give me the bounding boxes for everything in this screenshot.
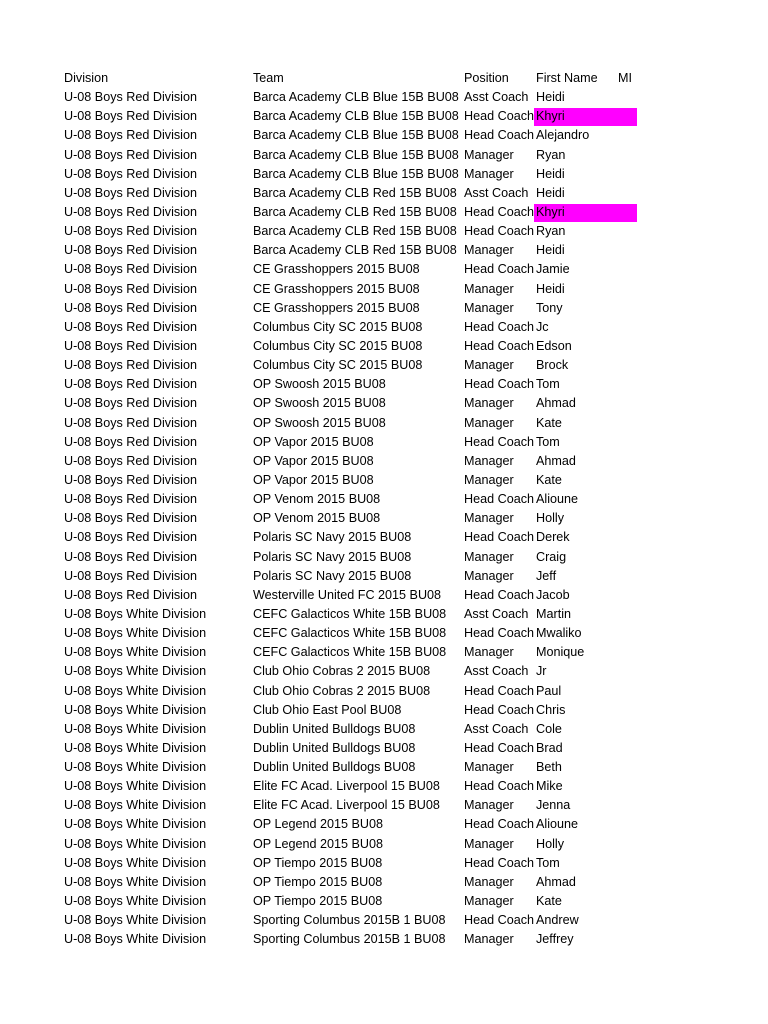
team-cell: OP Legend 2015 BU08 bbox=[253, 817, 384, 832]
first-name-cell: Tom bbox=[536, 434, 560, 449]
first-name-cell: Kate bbox=[536, 472, 562, 487]
table-row bbox=[0, 490, 768, 509]
table-row bbox=[0, 107, 768, 126]
position-cell: Head Coach bbox=[464, 262, 534, 277]
division-cell: U-08 Boys Red Division bbox=[64, 377, 197, 392]
first-name-cell: Kate bbox=[536, 415, 562, 430]
division-cell: U-08 Boys Red Division bbox=[64, 224, 197, 239]
position-cell: Manager bbox=[464, 798, 514, 813]
first-name-cell: Derek bbox=[536, 530, 570, 545]
table-row bbox=[0, 280, 768, 299]
position-cell: Asst Coach bbox=[464, 664, 529, 679]
table-row bbox=[0, 930, 768, 949]
team-cell: OP Vapor 2015 BU08 bbox=[253, 434, 374, 449]
position-cell: Head Coach bbox=[464, 377, 534, 392]
table-row bbox=[0, 260, 768, 279]
team-cell: CE Grasshoppers 2015 BU08 bbox=[253, 300, 420, 315]
table-row bbox=[0, 241, 768, 260]
table-row bbox=[0, 815, 768, 834]
division-cell: U-08 Boys Red Division bbox=[64, 434, 197, 449]
division-cell: U-08 Boys Red Division bbox=[64, 472, 197, 487]
table-row bbox=[0, 414, 768, 433]
table-row bbox=[0, 586, 768, 605]
team-cell: OP Swoosh 2015 BU08 bbox=[253, 396, 386, 411]
position-cell: Manager bbox=[464, 281, 514, 296]
division-cell: U-08 Boys Red Division bbox=[64, 511, 197, 526]
first-name-cell: Ahmad bbox=[536, 874, 576, 889]
table-row bbox=[0, 356, 768, 375]
first-name-cell: Alioune bbox=[536, 817, 579, 832]
division-cell: U-08 Boys Red Division bbox=[64, 147, 197, 162]
position-cell: Head Coach bbox=[464, 702, 534, 717]
division-cell: U-08 Boys White Division bbox=[64, 779, 207, 794]
position-cell: Head Coach bbox=[464, 913, 534, 928]
table-row bbox=[0, 126, 768, 145]
first-name-cell: Brad bbox=[536, 740, 563, 755]
first-name-cell: Holly bbox=[536, 511, 564, 526]
division-cell: U-08 Boys Red Division bbox=[64, 128, 197, 143]
first-name-cell: Heidi bbox=[536, 185, 565, 200]
position-cell: Head Coach bbox=[464, 204, 534, 219]
position-cell: Manager bbox=[464, 415, 514, 430]
division-cell: U-08 Boys Red Division bbox=[64, 358, 197, 373]
division-cell: U-08 Boys Red Division bbox=[64, 415, 197, 430]
table-row bbox=[0, 662, 768, 681]
team-cell: Barca Academy CLB Blue 15B BU08 bbox=[253, 166, 459, 181]
table-row bbox=[0, 720, 768, 739]
position-cell: Asst Coach bbox=[464, 185, 529, 200]
team-cell: Barca Academy CLB Red 15B BU08 bbox=[253, 185, 457, 200]
first-name-cell: Craig bbox=[536, 549, 567, 564]
team-cell: Barca Academy CLB Blue 15B BU08 bbox=[253, 90, 459, 105]
division-cell: U-08 Boys White Division bbox=[64, 721, 207, 736]
table-row bbox=[0, 433, 768, 452]
division-cell: U-08 Boys Red Division bbox=[64, 166, 197, 181]
position-cell: Manager bbox=[464, 568, 514, 583]
division-cell: U-08 Boys Red Division bbox=[64, 530, 197, 545]
position-cell: Manager bbox=[464, 472, 514, 487]
division-cell: U-08 Boys Red Division bbox=[64, 243, 197, 258]
table-row bbox=[0, 796, 768, 815]
table-row bbox=[0, 892, 768, 911]
team-cell: OP Swoosh 2015 BU08 bbox=[253, 377, 386, 392]
first-name-cell: Jamie bbox=[536, 262, 570, 277]
team-cell: Dublin United Bulldogs BU08 bbox=[253, 721, 416, 736]
table-row bbox=[0, 471, 768, 490]
division-cell: U-08 Boys Red Division bbox=[64, 492, 197, 507]
first-name-cell: Khyri bbox=[536, 204, 565, 219]
first-name-cell: Ryan bbox=[536, 147, 566, 162]
first-name-cell: Alejandro bbox=[536, 128, 590, 143]
division-cell: U-08 Boys White Division bbox=[64, 874, 207, 889]
roster-sheet bbox=[0, 69, 768, 949]
first-name-cell: Mike bbox=[536, 779, 563, 794]
header-position: Position bbox=[464, 71, 509, 85]
team-cell: Sporting Columbus 2015B 1 BU08 bbox=[253, 913, 446, 928]
table-row bbox=[0, 165, 768, 184]
division-cell: U-08 Boys Red Division bbox=[64, 281, 197, 296]
team-cell: CEFC Galacticos White 15B BU08 bbox=[253, 645, 447, 660]
first-name-cell: Kate bbox=[536, 894, 562, 909]
position-cell: Manager bbox=[464, 760, 514, 775]
position-cell: Head Coach bbox=[464, 817, 534, 832]
position-cell: Head Coach bbox=[464, 492, 534, 507]
header-mi: MI bbox=[618, 71, 632, 85]
position-cell: Manager bbox=[464, 358, 514, 373]
division-cell: U-08 Boys White Division bbox=[64, 894, 207, 909]
first-name-cell: Jr bbox=[536, 664, 547, 679]
position-cell: Manager bbox=[464, 874, 514, 889]
team-cell: OP Swoosh 2015 BU08 bbox=[253, 415, 386, 430]
first-name-cell: Martin bbox=[536, 606, 571, 621]
position-cell: Head Coach bbox=[464, 779, 534, 794]
first-name-cell: Heidi bbox=[536, 243, 565, 258]
first-name-cell: Chris bbox=[536, 702, 566, 717]
team-cell: Polaris SC Navy 2015 BU08 bbox=[253, 530, 412, 545]
team-cell: Club Ohio East Pool BU08 bbox=[253, 702, 402, 717]
position-cell: Head Coach bbox=[464, 109, 534, 124]
table-row bbox=[0, 758, 768, 777]
team-cell: Polaris SC Navy 2015 BU08 bbox=[253, 549, 412, 564]
first-name-cell: Heidi bbox=[536, 166, 565, 181]
table-row bbox=[0, 299, 768, 318]
division-cell: U-08 Boys White Division bbox=[64, 683, 207, 698]
team-cell: OP Venom 2015 BU08 bbox=[253, 511, 381, 526]
position-cell: Head Coach bbox=[464, 530, 534, 545]
first-name-cell: Tom bbox=[536, 855, 560, 870]
position-cell: Manager bbox=[464, 453, 514, 468]
team-cell: Polaris SC Navy 2015 BU08 bbox=[253, 568, 412, 583]
first-name-cell: Ahmad bbox=[536, 453, 576, 468]
division-cell: U-08 Boys Red Division bbox=[64, 568, 197, 583]
position-cell: Head Coach bbox=[464, 434, 534, 449]
table-row bbox=[0, 835, 768, 854]
position-cell: Manager bbox=[464, 894, 514, 909]
team-cell: OP Tiempo 2015 BU08 bbox=[253, 855, 383, 870]
position-cell: Head Coach bbox=[464, 128, 534, 143]
team-cell: Club Ohio Cobras 2 2015 BU08 bbox=[253, 664, 431, 679]
position-cell: Manager bbox=[464, 243, 514, 258]
division-cell: U-08 Boys Red Division bbox=[64, 300, 197, 315]
division-cell: U-08 Boys White Division bbox=[64, 798, 207, 813]
team-cell: Columbus City SC 2015 BU08 bbox=[253, 338, 423, 353]
division-cell: U-08 Boys White Division bbox=[64, 664, 207, 679]
first-name-cell: Tom bbox=[536, 377, 560, 392]
team-cell: Sporting Columbus 2015B 1 BU08 bbox=[253, 932, 446, 947]
team-cell: CE Grasshoppers 2015 BU08 bbox=[253, 281, 420, 296]
header-row bbox=[0, 69, 768, 88]
table-body bbox=[0, 88, 768, 949]
table-row bbox=[0, 854, 768, 873]
table-row bbox=[0, 643, 768, 662]
first-name-cell: Brock bbox=[536, 358, 569, 373]
division-cell: U-08 Boys White Division bbox=[64, 645, 207, 660]
division-cell: U-08 Boys Red Division bbox=[64, 204, 197, 219]
first-name-cell: Mwaliko bbox=[536, 626, 582, 641]
table-row bbox=[0, 394, 768, 413]
first-name-cell: Khyri bbox=[536, 109, 565, 124]
first-name-cell: Tony bbox=[536, 300, 563, 315]
table-row bbox=[0, 567, 768, 586]
position-cell: Head Coach bbox=[464, 626, 534, 641]
table-row bbox=[0, 452, 768, 471]
position-cell: Manager bbox=[464, 549, 514, 564]
team-cell: CEFC Galacticos White 15B BU08 bbox=[253, 626, 447, 641]
first-name-cell: Heidi bbox=[536, 90, 565, 105]
division-cell: U-08 Boys Red Division bbox=[64, 90, 197, 105]
division-cell: U-08 Boys Red Division bbox=[64, 185, 197, 200]
team-cell: Barca Academy CLB Red 15B BU08 bbox=[253, 224, 457, 239]
division-cell: U-08 Boys White Division bbox=[64, 855, 207, 870]
position-cell: Manager bbox=[464, 396, 514, 411]
team-cell: Columbus City SC 2015 BU08 bbox=[253, 319, 423, 334]
first-name-cell: Jc bbox=[536, 319, 549, 334]
division-cell: U-08 Boys Red Division bbox=[64, 338, 197, 353]
team-cell: CEFC Galacticos White 15B BU08 bbox=[253, 606, 447, 621]
table-row bbox=[0, 203, 768, 222]
team-cell: Barca Academy CLB Red 15B BU08 bbox=[253, 204, 457, 219]
team-cell: OP Vapor 2015 BU08 bbox=[253, 472, 374, 487]
first-name-cell: Monique bbox=[536, 645, 585, 660]
first-name-cell: Jeffrey bbox=[536, 932, 574, 947]
header-division: Division bbox=[64, 71, 109, 85]
team-cell: Club Ohio Cobras 2 2015 BU08 bbox=[253, 683, 431, 698]
division-cell: U-08 Boys White Division bbox=[64, 626, 207, 641]
division-cell: U-08 Boys White Division bbox=[64, 932, 207, 947]
table-row bbox=[0, 222, 768, 241]
table-row bbox=[0, 701, 768, 720]
position-cell: Manager bbox=[464, 932, 514, 947]
team-cell: CE Grasshoppers 2015 BU08 bbox=[253, 262, 420, 277]
team-cell: OP Tiempo 2015 BU08 bbox=[253, 894, 383, 909]
first-name-cell: Jenna bbox=[536, 798, 571, 813]
team-cell: Elite FC Acad. Liverpool 15 BU08 bbox=[253, 798, 440, 813]
team-cell: Barca Academy CLB Red 15B BU08 bbox=[253, 243, 457, 258]
division-cell: U-08 Boys White Division bbox=[64, 913, 207, 928]
position-cell: Head Coach bbox=[464, 338, 534, 353]
team-cell: OP Vapor 2015 BU08 bbox=[253, 453, 374, 468]
table-row bbox=[0, 318, 768, 337]
table-row bbox=[0, 605, 768, 624]
position-cell: Head Coach bbox=[464, 683, 534, 698]
team-cell: Barca Academy CLB Blue 15B BU08 bbox=[253, 147, 459, 162]
table-row bbox=[0, 184, 768, 203]
division-cell: U-08 Boys White Division bbox=[64, 606, 207, 621]
table-row bbox=[0, 873, 768, 892]
division-cell: U-08 Boys White Division bbox=[64, 817, 207, 832]
position-cell: Asst Coach bbox=[464, 721, 529, 736]
position-cell: Manager bbox=[464, 836, 514, 851]
position-cell: Head Coach bbox=[464, 855, 534, 870]
division-cell: U-08 Boys Red Division bbox=[64, 587, 197, 602]
division-cell: U-08 Boys White Division bbox=[64, 702, 207, 717]
table-row bbox=[0, 624, 768, 643]
header-team: Team bbox=[253, 71, 284, 85]
first-name-cell: Paul bbox=[536, 683, 562, 698]
table-row bbox=[0, 528, 768, 547]
position-cell: Manager bbox=[464, 147, 514, 162]
team-cell: OP Legend 2015 BU08 bbox=[253, 836, 384, 851]
table-row bbox=[0, 337, 768, 356]
first-name-cell: Heidi bbox=[536, 281, 565, 296]
position-cell: Manager bbox=[464, 300, 514, 315]
team-cell: Barca Academy CLB Blue 15B BU08 bbox=[253, 109, 459, 124]
first-name-cell: Cole bbox=[536, 721, 562, 736]
team-cell: OP Venom 2015 BU08 bbox=[253, 492, 381, 507]
table-row bbox=[0, 911, 768, 930]
position-cell: Head Coach bbox=[464, 740, 534, 755]
first-name-cell: Edson bbox=[536, 338, 572, 353]
table-row bbox=[0, 777, 768, 796]
team-cell: Barca Academy CLB Blue 15B BU08 bbox=[253, 128, 459, 143]
first-name-cell: Andrew bbox=[536, 913, 579, 928]
position-cell: Head Coach bbox=[464, 224, 534, 239]
table-row bbox=[0, 375, 768, 394]
team-cell: Columbus City SC 2015 BU08 bbox=[253, 358, 423, 373]
division-cell: U-08 Boys White Division bbox=[64, 836, 207, 851]
position-cell: Head Coach bbox=[464, 587, 534, 602]
table-row bbox=[0, 682, 768, 701]
division-cell: U-08 Boys Red Division bbox=[64, 549, 197, 564]
first-name-cell: Holly bbox=[536, 836, 564, 851]
division-cell: U-08 Boys Red Division bbox=[64, 453, 197, 468]
team-cell: Westerville United FC 2015 BU08 bbox=[253, 587, 442, 602]
first-name-cell: Alioune bbox=[536, 492, 579, 507]
first-name-cell: Jeff bbox=[536, 568, 557, 583]
table-row bbox=[0, 509, 768, 528]
division-cell: U-08 Boys Red Division bbox=[64, 262, 197, 277]
division-cell: U-08 Boys White Division bbox=[64, 760, 207, 775]
table-row bbox=[0, 739, 768, 758]
team-cell: Dublin United Bulldogs BU08 bbox=[253, 740, 416, 755]
first-name-cell: Jacob bbox=[536, 587, 570, 602]
position-cell: Head Coach bbox=[464, 319, 534, 334]
team-cell: Dublin United Bulldogs BU08 bbox=[253, 760, 416, 775]
team-cell: Elite FC Acad. Liverpool 15 BU08 bbox=[253, 779, 440, 794]
position-cell: Asst Coach bbox=[464, 606, 529, 621]
position-cell: Manager bbox=[464, 645, 514, 660]
position-cell: Manager bbox=[464, 511, 514, 526]
first-name-cell: Beth bbox=[536, 760, 562, 775]
team-cell: OP Tiempo 2015 BU08 bbox=[253, 874, 383, 889]
division-cell: U-08 Boys Red Division bbox=[64, 319, 197, 334]
table-row bbox=[0, 88, 768, 107]
position-cell: Manager bbox=[464, 166, 514, 181]
first-name-cell: Ahmad bbox=[536, 396, 576, 411]
first-name-cell: Ryan bbox=[536, 224, 566, 239]
division-cell: U-08 Boys Red Division bbox=[64, 396, 197, 411]
division-cell: U-08 Boys White Division bbox=[64, 740, 207, 755]
table-row bbox=[0, 146, 768, 165]
table-row bbox=[0, 548, 768, 567]
header-first-name: First Name bbox=[536, 71, 598, 85]
division-cell: U-08 Boys Red Division bbox=[64, 109, 197, 124]
position-cell: Asst Coach bbox=[464, 90, 529, 105]
